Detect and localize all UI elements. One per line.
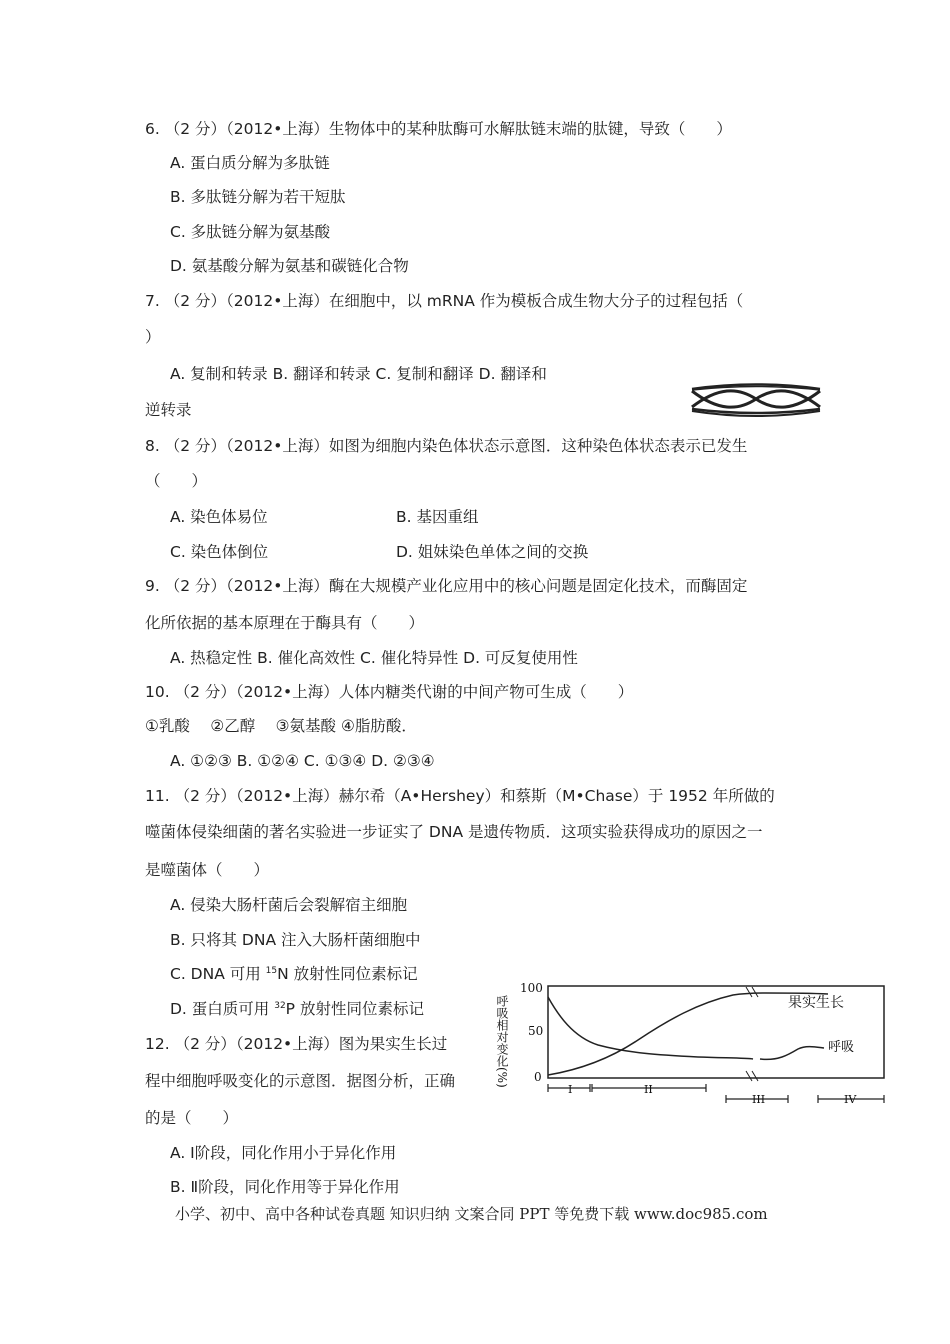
q11-stem-line3: 是噬菌体（ ）	[145, 861, 270, 879]
stage-IV-label: IV	[844, 1093, 857, 1106]
label-respiration: 呼吸	[828, 1040, 855, 1055]
q8-option-a: A. 染色体易位	[170, 508, 268, 526]
label-fruit-growth: 果实生长	[788, 995, 844, 1011]
q12-stem-line3: 的是（ ）	[145, 1109, 239, 1127]
q10-stem-line2: ①乳酸 ②乙醇 ③氨基酸 ④脂肪酸．	[145, 717, 417, 735]
graph-y-tick-50: 50	[528, 1024, 544, 1038]
q11-option-c-sup: 15	[265, 965, 278, 976]
q11-option-a: A. 侵染大肠杆菌后会裂解宿主细胞	[170, 896, 408, 914]
q8-option-b: B. 基因重组	[396, 508, 479, 526]
q11-stem-line1: 11. （2 分）（2012•上海）赫尔希（A•Hershey）和蔡斯（M•Chase）于 1952 年所做的	[145, 787, 775, 805]
stage-I-label: I	[568, 1083, 573, 1096]
q12-option-a: A. Ⅰ阶段，同化作用小于异化作用	[170, 1144, 397, 1162]
respiration-curve	[548, 997, 824, 1059]
q12-stem-line1: 12. （2 分）（2012•上海）图为果实生长过	[145, 1035, 448, 1053]
respiration-growth-graph	[495, 975, 890, 1110]
q6-stem: 6. （2 分）（2012•上海）生物体中的某种肽酶可水解肽链末端的肽键，导致（ ）	[145, 120, 732, 138]
q7-option-d-cont: 逆转录	[145, 401, 192, 419]
axis-break-upper	[746, 987, 758, 997]
q11-option-d-sup: 32	[274, 1000, 286, 1011]
q11-option-c-post: N 放射性同位素标记	[277, 965, 418, 983]
q10-options: A. ①②③ B. ①②④ C. ①③④ D. ②③④	[170, 752, 435, 770]
q7-stem-line1: 7. （2 分）（2012•上海）在细胞中，以 mRNA 作为模板合成生物大分子的过程包括（	[145, 292, 744, 310]
q9-stem-line1: 9. （2 分）（2012•上海）酶在大规模产业化应用中的核心问题是固定化技术，而酶固定	[145, 577, 748, 595]
q11-option-d	[170, 999, 424, 1019]
q11-option-b: B. 只将其 DNA 注入大肠杆菌细胞中	[170, 931, 421, 949]
axis-break-lower	[746, 1071, 758, 1081]
q8-option-c: C. 染色体倒位	[170, 543, 269, 561]
q11-option-c	[170, 964, 418, 984]
q12-option-b: B. Ⅱ阶段，同化作用等于异化作用	[170, 1178, 400, 1196]
q9-stem-line2: 化所依据的基本原理在于酶具有（ ）	[145, 614, 425, 632]
q6-option-b: B. 多肽链分解为若干短肽	[170, 188, 346, 206]
stage-markers	[548, 1084, 884, 1103]
graph-y-tick-0: 0	[534, 1070, 542, 1084]
q11-stem-line2: 噬菌体侵染细菌的著名实验进一步证实了 DNA 是遗传物质．这项实验获得成功的原因之一	[145, 823, 763, 841]
q12-stem-line2: 程中细胞呼吸变化的示意图．据图分析，正确	[145, 1072, 456, 1090]
q7-stem-line2: ）	[145, 328, 161, 346]
q8-option-d: D. 姐妹染色单体之间的交换	[396, 543, 589, 561]
page-footer: 小学、初中、高中各种试卷真题 知识归纳 文案合同 PPT 等免费下载 www.doc985.com	[175, 1205, 768, 1223]
q7-options: A. 复制和转录 B. 翻译和转录 C. 复制和翻译 D. 翻译和	[170, 365, 547, 383]
graph-y-label: 呼吸相对变化(%)	[495, 995, 509, 1088]
q10-stem-line1: 10. （2 分）（2012•上海）人体内糖类代谢的中间产物可生成（ ）	[145, 683, 634, 701]
growth-curve	[548, 993, 828, 1075]
stage-II-label: II	[644, 1083, 653, 1096]
q11-option-c-pre: C. DNA 可用	[170, 965, 266, 983]
chromosome-figure	[688, 381, 824, 417]
q11-option-d-post: P 放射性同位素标记	[285, 1000, 424, 1018]
q6-option-d: D. 氨基酸分解为氨基和碳链化合物	[170, 257, 409, 275]
q6-option-a: A. 蛋白质分解为多肽链	[170, 154, 330, 172]
graph-y-tick-100: 100	[520, 981, 543, 995]
q8-stem-line1: 8. （2 分）（2012•上海）如图为细胞内染色体状态示意图．这种染色体状态表示已发生	[145, 437, 748, 455]
q8-stem-line2: （ ）	[145, 472, 208, 490]
q9-options: A. 热稳定性 B. 催化高效性 C. 催化特异性 D. 可反复使用性	[170, 649, 578, 667]
q6-option-c: C. 多肽链分解为氨基酸	[170, 223, 331, 241]
q11-option-d-pre: D. 蛋白质可用	[170, 1000, 275, 1018]
stage-III-label: III	[752, 1093, 766, 1106]
